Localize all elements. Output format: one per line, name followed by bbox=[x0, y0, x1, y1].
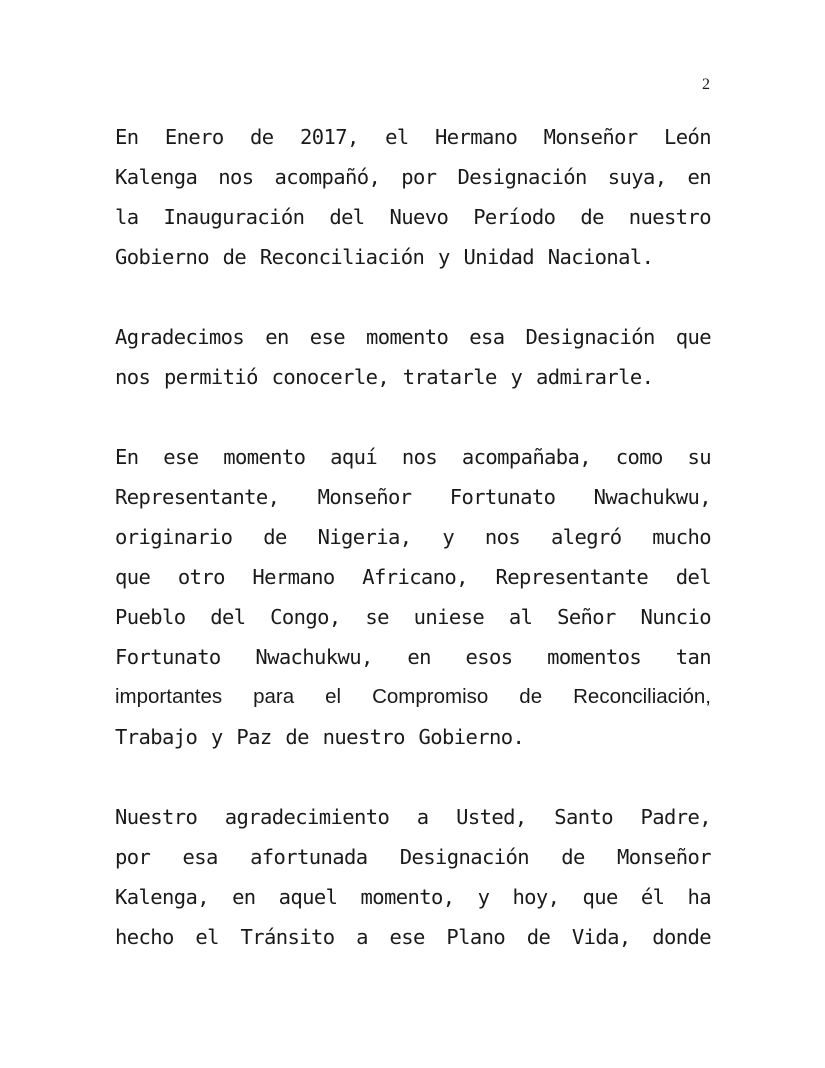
text-line: originario de Nigeria, y nos alegró mucho bbox=[115, 525, 711, 549]
text-line: Agradecimos en ese momento esa Designación que bbox=[115, 325, 711, 349]
text-line: nos permitió conocerle, tratarle y admirarle. bbox=[115, 365, 654, 389]
text-line: importantes para el Compromiso de Reconciliación, bbox=[115, 685, 711, 708]
letter-body bbox=[115, 117, 711, 997]
text-line: Gobierno de Reconciliación y Unidad Nacional. bbox=[115, 245, 654, 269]
text-line: que otro Hermano Africano, Representante del bbox=[115, 565, 711, 589]
text-line: hecho el Tránsito a ese Plano de Vida, donde bbox=[115, 925, 711, 949]
text-line: En ese momento aquí nos acompañaba, como su bbox=[115, 445, 711, 469]
text-line: Kalenga, en aquel momento, y hoy, que él ha bbox=[115, 885, 711, 909]
paragraph-1 bbox=[115, 117, 711, 277]
paragraph-4 bbox=[115, 797, 711, 957]
paragraph-2 bbox=[115, 317, 711, 397]
text-line: Kalenga nos acompañó, por Designación suya, en bbox=[115, 165, 711, 189]
page-number: 2 bbox=[702, 76, 710, 93]
text-line: Nuestro agradecimiento a Usted, Santo Padre, bbox=[115, 805, 711, 829]
text-line: Pueblo del Congo, se uniese al Señor Nuncio bbox=[115, 605, 711, 629]
text-line: En Enero de 2017, el Hermano Monseñor León bbox=[115, 125, 711, 149]
text-line: Representante, Monseñor Fortunato Nwachukwu, bbox=[115, 485, 711, 509]
text-line: Fortunato Nwachukwu, en esos momentos tan bbox=[115, 645, 711, 669]
text-line: Trabajo y Paz de nuestro Gobierno. bbox=[115, 725, 525, 749]
text-line: por esa afortunada Designación de Monseñor bbox=[115, 845, 711, 869]
text-line: la Inauguración del Nuevo Período de nuestro bbox=[115, 205, 711, 229]
paragraph-3 bbox=[115, 437, 711, 757]
